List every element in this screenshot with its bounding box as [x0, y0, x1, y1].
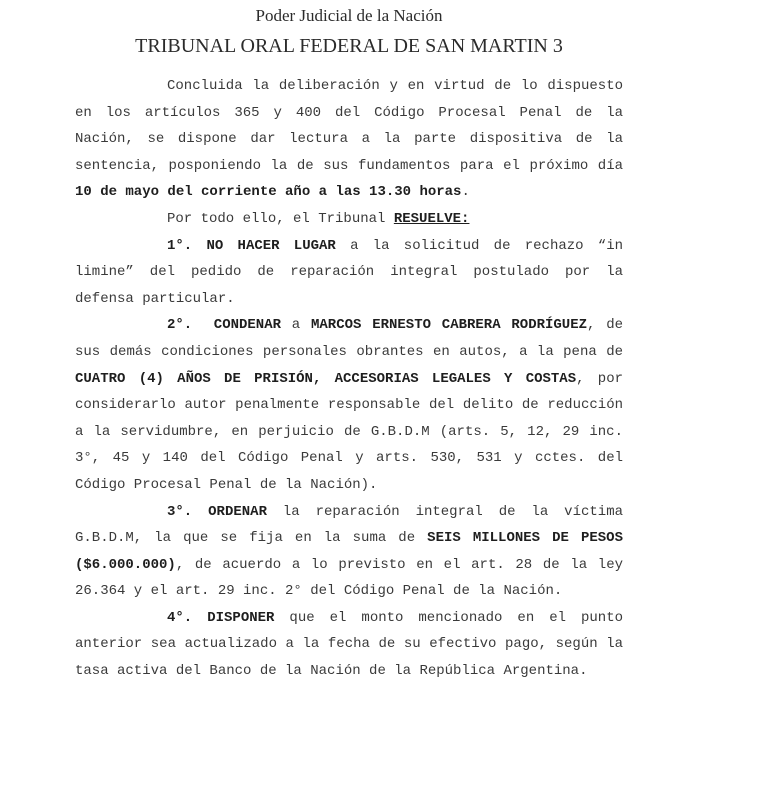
resolves-prefix: Por todo ello, el Tribunal	[167, 210, 394, 227]
court-header: Poder Judicial de la Nación	[255, 6, 443, 25]
item-1-action: NO HACER LUGAR	[206, 237, 336, 254]
item-3-text-b: , de acuerdo a lo previsto en el art. 28 de la ley 26.364 y el art. 29 inc. 2° del Código Penal de la Nación.	[75, 556, 623, 600]
item-2-text-b: , de sus demás condiciones personales obrantes en autos, a la pena de	[75, 317, 623, 360]
intro-text: Concluida la deliberación y en virtud de lo dispuesto en los artículos 365 y 400 del Código Procesal Penal de la Nación, se dispone dar lectura a la parte dispositiva de la sentencia, posponiendo la de sus fundamentos para el próximo día	[75, 78, 623, 174]
item-4	[75, 605, 623, 685]
defendant-name: MARCOS ERNESTO CABRERA RODRÍGUEZ	[311, 317, 587, 334]
item-3-action: ORDENAR	[208, 503, 267, 520]
item-4-text: que el monto mencionado en el punto anterior sea actualizado a la fecha de su efectivo pago, según la tasa activa del Banco de la Nación de la República Argentina.	[75, 609, 624, 680]
item-2	[75, 312, 623, 498]
tribunal-title: TRIBUNAL ORAL FEDERAL DE SAN MARTIN 3	[135, 35, 563, 57]
item-1-number: 1°.	[167, 237, 193, 254]
item-2-number: 2°.	[167, 317, 193, 334]
item-3-text-a: la reparación integral de la víctima G.B.D.M, la que se fija en la suma de	[75, 503, 623, 547]
intro-end: .	[461, 184, 470, 201]
item-1	[75, 233, 623, 313]
item-3-number: 3°.	[167, 503, 193, 520]
sentence: CUATRO (4) AÑOS DE PRISIÓN, ACCESORIAS LEGALES Y COSTAS	[75, 370, 577, 387]
item-4-number: 4°.	[167, 609, 193, 626]
document-body	[75, 73, 623, 685]
resolves-keyword: RESUELVE:	[393, 210, 470, 227]
intro-paragraph	[75, 73, 623, 206]
item-1-text: a la solicitud de rechazo “in limine” del pedido de reparación integral postulado por la defensa particular.	[75, 237, 624, 307]
hearing-date: 10 de mayo del corriente año a las 13.30 horas	[75, 184, 462, 201]
reparation-amount: SEIS MILLONES DE PESOS ($6.000.000)	[75, 530, 623, 573]
item-4-action: DISPONER	[207, 609, 275, 626]
resolves-paragraph	[75, 206, 623, 233]
item-2-text-c: , por considerarlo autor penalmente responsable del delito de reducción a la servidumbre, en perjuicio de G.B.D.M (arts. 5, 12, 29 inc. 3°, 45 y 140 del Código Penal y arts. 530, 531 y cctes. del Código Procesal Penal de la Nación).	[75, 370, 623, 493]
item-2-text-a: a	[281, 317, 311, 334]
item-3	[75, 499, 623, 605]
item-2-action: CONDENAR	[213, 317, 282, 334]
